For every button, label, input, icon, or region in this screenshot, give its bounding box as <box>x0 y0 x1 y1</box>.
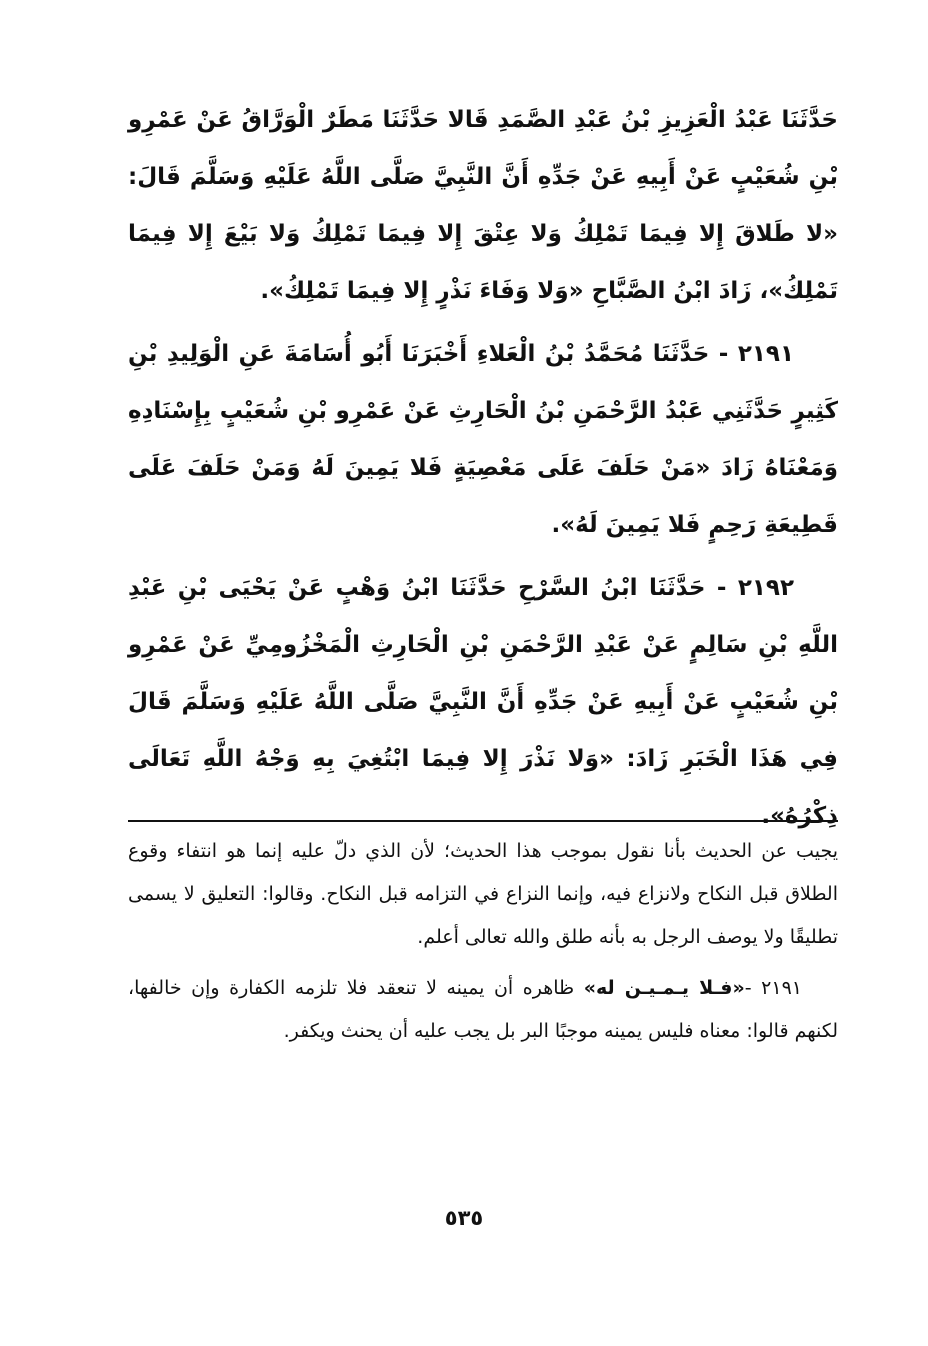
footnote-ref-number: ٢١٩١ - <box>744 977 802 999</box>
hadith-paragraph-2192: ٢١٩٢ - حَدَّثَنَا ابْنُ السَّرْحِ حَدَّثَنَا ابْنُ وَهْبٍ عَنْ يَحْيَى بْنِ عَبْدِ اللَّهِ بْنِ سَالِمٍ عَنْ عَبْدِ الرَّحْمَنِ بْنِ الْحَارِثِ الْمَخْزُومِيِّ عَنْ عَمْرِو بْنِ شُعَيْبٍ عَنْ أَبِيهِ عَنْ جَدِّهِ أَنَّ النَّبِيَّ صَلَّى اللَّهُ عَلَيْهِ وَسَلَّمَ قَالَ فِي هَذَا الْخَبَرِ زَادَ: «وَلا نَذْرَ إِلا فِيمَا ابْتُغِيَ بِهِ وَجْهُ اللَّهِ تَعَالَى ذِكْرُهُ». <box>128 575 838 829</box>
footnotes-block <box>128 830 838 1053</box>
page-number: ٥٣٥ <box>444 1206 484 1230</box>
footnote-quoted-phrase: «فـلا يـمـيـن له» <box>583 977 745 999</box>
hadith-paragraph-2191: ٢١٩١ - حَدَّثَنَا مُحَمَّدُ بْنُ الْعَلاءِ أَخْبَرَنَا أَبُو أُسَامَةَ عَنِ الْوَلِيدِ بْنِ كَثِيرٍ حَدَّثَنِي عَبْدُ الرَّحْمَنِ بْنُ الْحَارِثِ عَنْ عَمْرِو بْنِ شُعَيْبٍ بِإِسْنَادِهِ وَمَعْنَاهُ زَادَ «مَنْ حَلَفَ عَلَى مَعْصِيَةٍ فَلا يَمِينَ لَهُ وَمَنْ حَلَفَ عَلَى قَطِيعَةِ رَحِمٍ فَلا يَمِينَ لَهُ». <box>128 341 838 538</box>
hadith-text-block <box>128 92 838 845</box>
footnote-2191 <box>128 967 838 1053</box>
hadith-paragraph-continuation: حَدَّثَنَا عَبْدُ الْعَزِيزِ بْنُ عَبْدِ الصَّمَدِ قَالا حَدَّثَنَا مَطَرٌ الْوَرَّاقُ عَنْ عَمْرِو بْنِ شُعَيْبٍ عَنْ أَبِيهِ عَنْ جَدِّهِ أَنَّ النَّبِيَّ صَلَّى اللَّهُ عَلَيْهِ وَسَلَّمَ قَالَ: «لا طَلاقَ إِلا فِيمَا تَمْلِكُ وَلا عِتْقَ إِلا فِيمَا تَمْلِكُ وَلا بَيْعَ إِلا فِيمَا تَمْلِكُ»، زَادَ ابْنُ الصَّبَّاحِ «وَلا وَفَاءَ نَذْرٍ إِلا فِيمَا تَمْلِكُ». <box>128 107 838 304</box>
footnote-divider <box>128 820 838 822</box>
footnote-continuation: يجيب عن الحديث بأنا نقول بموجب هذا الحديث؛ لأن الذي دلّ عليه إنما هو انتفاء وقوع الطلاق قبل النكاح ولانزاع فيه، وإنما النزاع في التزامه قبل النكاح. وقالوا: التعليق لا يسمى تطليقًا ولا يوصف الرجل به بأنه طلق والله تعالى أعلم. <box>128 840 838 948</box>
footnote-explanation: ظاهره أن يمينه لا تنعقد فلا تلزمه الكفارة وإن خالفها، لكنهم قالوا: معناه فليس يمينه موجبًا البر بل يجب عليه أن يحنث ويكفر. <box>128 977 838 1042</box>
